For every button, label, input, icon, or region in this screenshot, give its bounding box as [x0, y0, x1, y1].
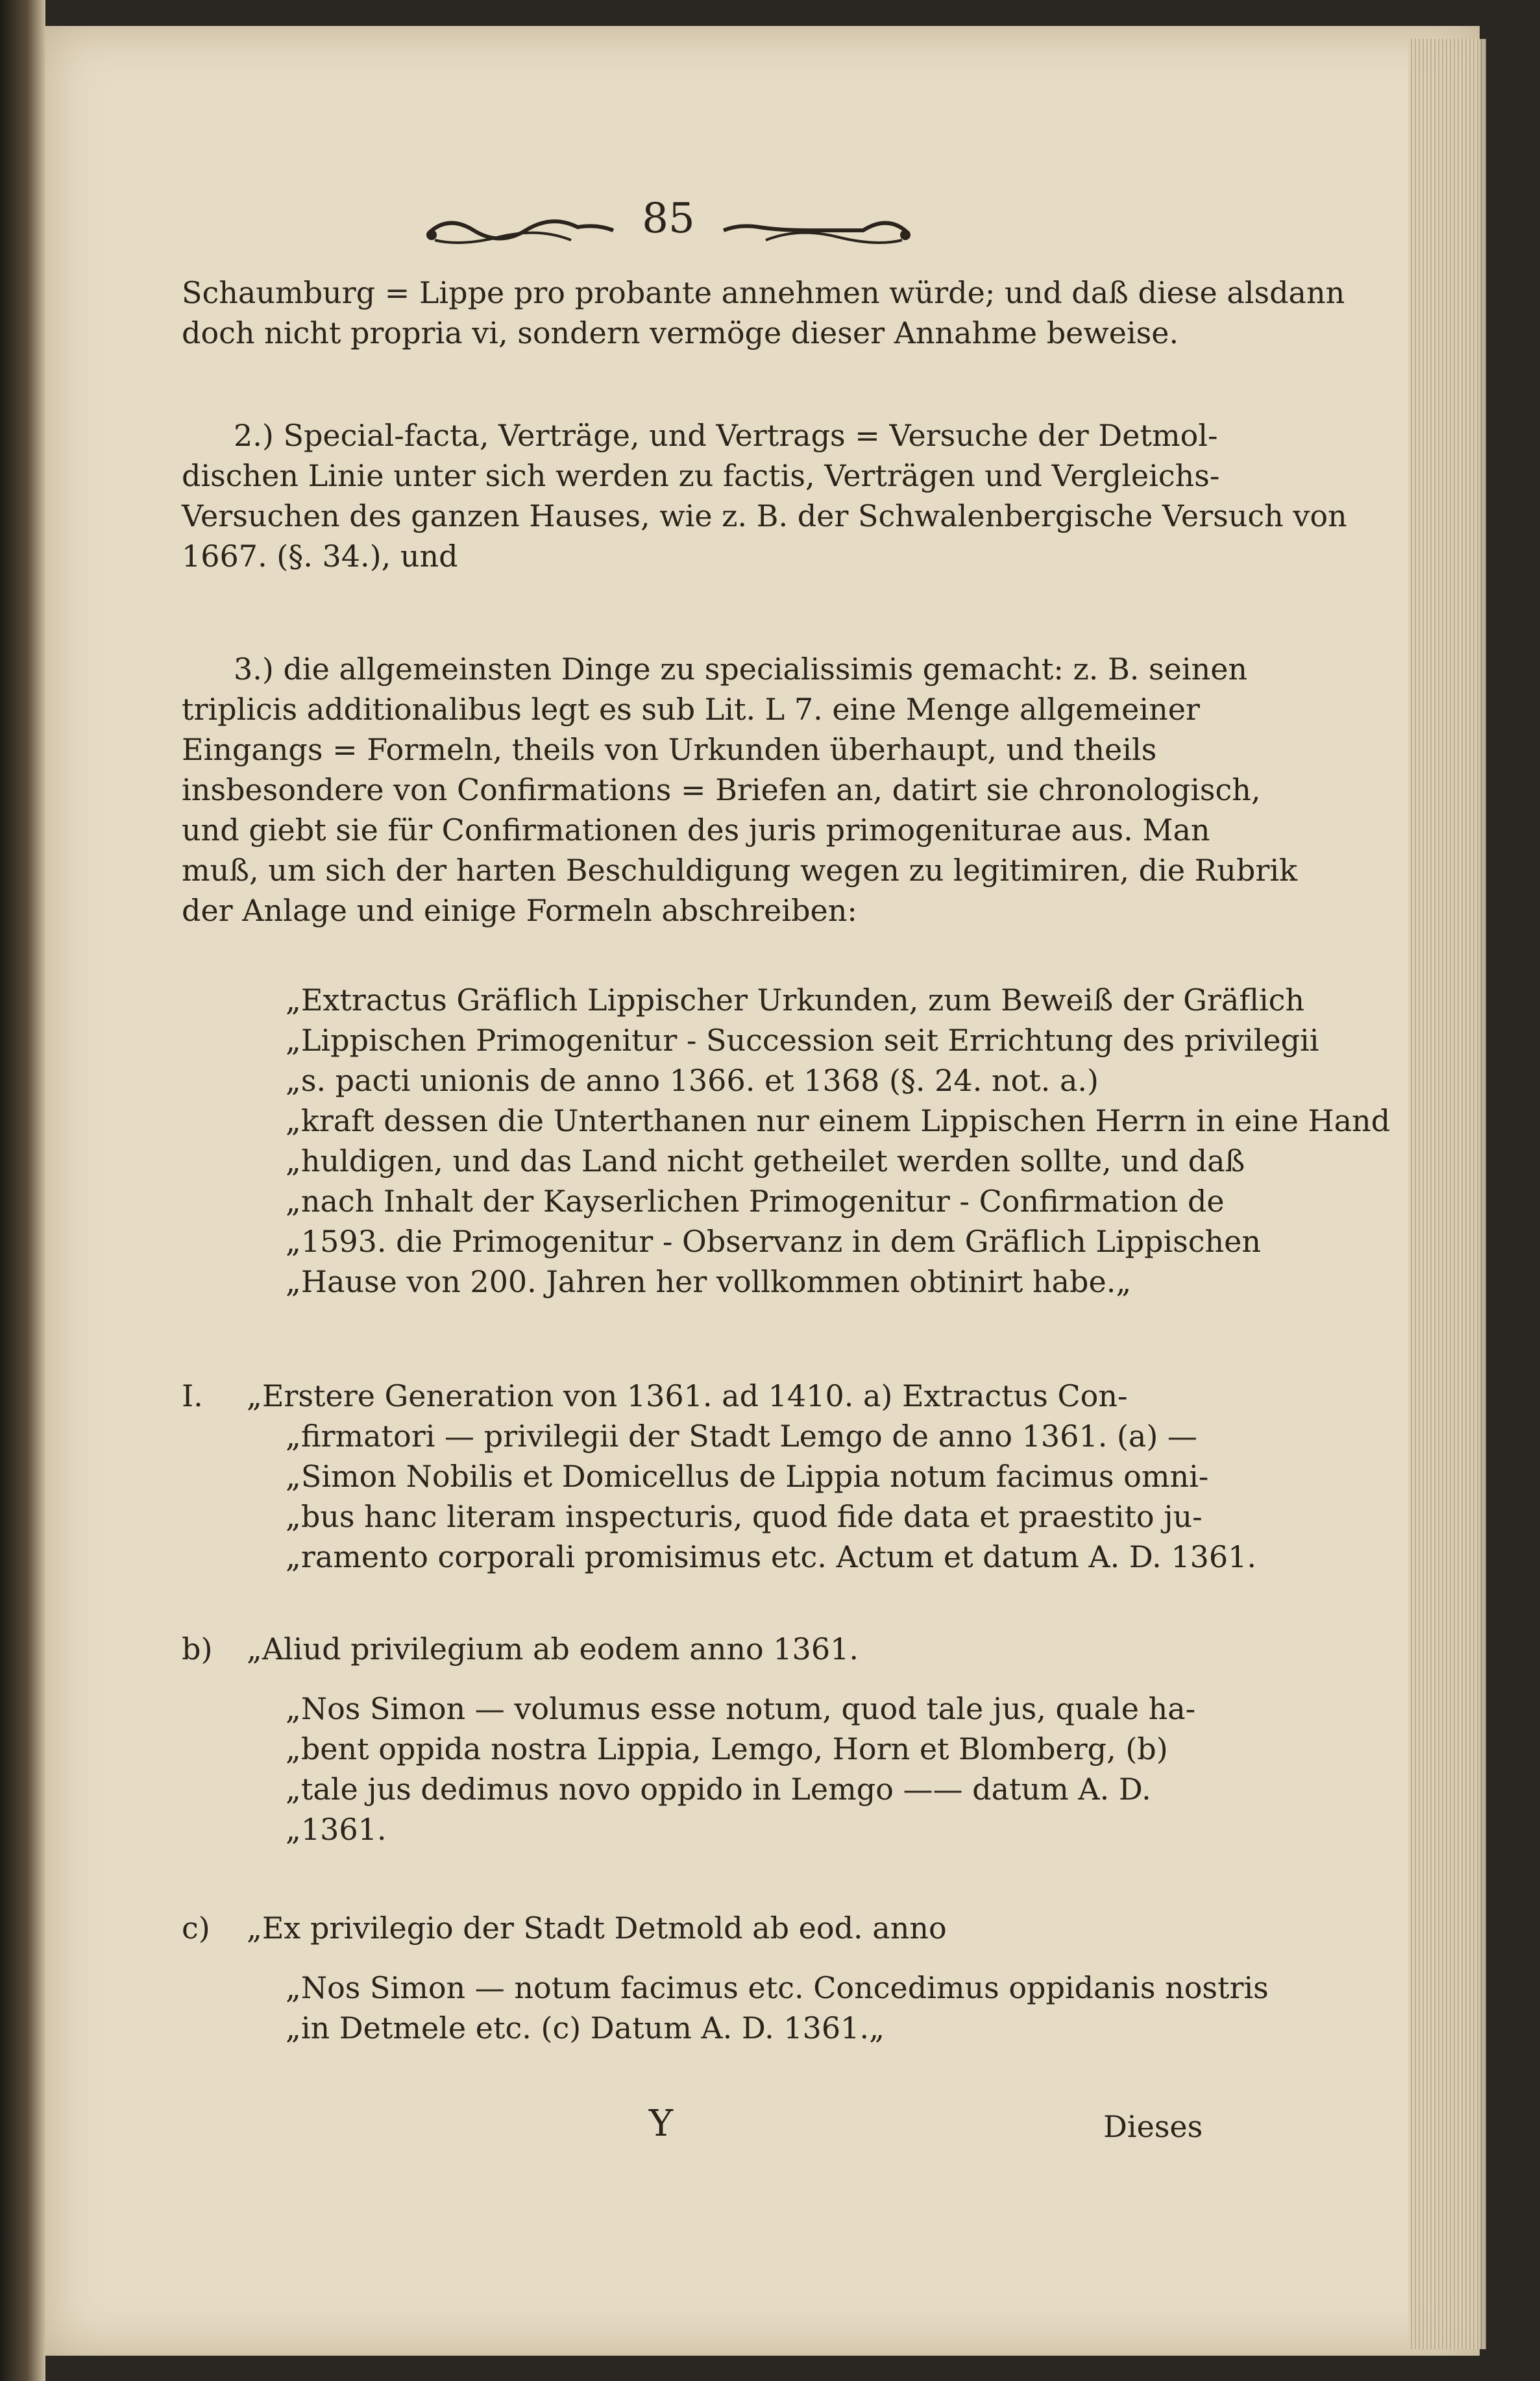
section-label: I.	[182, 1378, 203, 1413]
quote-line: „tale jus dedimus novo oppido in Lemgo —— datum A. D.	[286, 1772, 1151, 1807]
text-line: 3.) die allgemeinsten Dinge zu specialissimis gemacht: z. B. seinen	[234, 652, 1248, 687]
text-line: Eingangs = Formeln, theils von Urkunden überhaupt, und theils	[182, 732, 1157, 767]
quote-line: „ramento corporali promisimus etc. Actum et datum A. D. 1361.	[286, 1539, 1257, 1574]
quote-line: „huldigen, und das Land nicht getheilet werden sollte, und daß	[286, 1143, 1245, 1178]
quote-block-1	[182, 980, 1391, 1302]
section-c	[182, 1908, 1269, 2048]
signature-mark: Y	[649, 2103, 673, 2145]
quote-line: I. „Erstere Generation von 1361. ad 1410. a) Extractus Con-	[182, 1376, 1194, 1416]
section-i	[182, 1376, 1257, 1577]
text-line: Schaumburg = Lippe pro probante annehmen würde; und daß diese alsdann	[182, 275, 1345, 310]
page-edges	[1408, 39, 1486, 2349]
paragraph-1	[182, 273, 1345, 353]
quote-line: „bus hanc literam inspecturis, quod fide data et praestito ju-	[286, 1499, 1203, 1534]
quote-line: „bent oppida nostra Lippia, Lemgo, Horn et Blomberg, (b)	[286, 1731, 1168, 1766]
page-header	[422, 195, 915, 260]
section-label: c)	[182, 1911, 210, 1946]
text-line: insbesondere von Confirmations = Briefen an, datirt sie chronologisch,	[182, 772, 1261, 807]
text-line: triplicis additionalibus legt es sub Lit. L 7. eine Menge allgemeiner	[182, 692, 1200, 727]
quote-line: „s. pacti unionis de anno 1366. et 1368 (§. 24. not. a.)	[286, 1063, 1099, 1098]
quote-line: „Simon Nobilis et Domicellus de Lippia notum facimus omni-	[286, 1459, 1209, 1494]
right-ornament-icon	[720, 208, 915, 253]
quote-line: „1361.	[286, 1812, 387, 1847]
text-line: und giebt sie für Confirmationen des juris primogeniturae aus. Man	[182, 812, 1210, 848]
quote-line: „Extractus Gräflich Lippischer Urkunden, zum Beweiß der Gräflich	[286, 983, 1305, 1018]
section-heading: c) „Ex privilegio der Stadt Detmold ab eod. anno	[182, 1908, 1194, 1948]
quote-line: „1593. die Primogenitur - Observanz in dem Gräflich Lippischen	[286, 1224, 1262, 1259]
text-line: Versuchen des ganzen Hauses, wie z. B. der Schwalenbergische Versuch von	[182, 498, 1347, 533]
text-line: 2.) Special-facta, Verträge, und Vertrags = Versuche der Detmol-	[234, 418, 1218, 453]
page-number: 85	[642, 195, 695, 243]
quote-line: „Nos Simon — notum facimus etc. Concedimus oppidanis nostris	[286, 1970, 1269, 2005]
section-label: b)	[182, 1631, 213, 1667]
text-line: muß, um sich der harten Beschuldigung wegen zu legitimiren, die Rubrik	[182, 853, 1297, 888]
quote-line: „firmatori — privilegii der Stadt Lemgo de anno 1361. (a) —	[286, 1419, 1197, 1454]
quote-line: „Nos Simon — volumus esse notum, quod tale jus, quale ha-	[286, 1691, 1196, 1726]
quote-line: „Lippischen Primogenitur - Succession seit Errichtung des privilegii	[286, 1023, 1319, 1058]
section-b	[182, 1629, 1194, 1850]
text-line: dischen Linie unter sich werden zu factis, Verträgen und Vergleichs-	[182, 458, 1220, 493]
catchword: Dieses	[1103, 2109, 1203, 2144]
paragraph-2	[182, 415, 1347, 576]
quote-line: „in Detmele etc. (c) Datum A. D. 1361.„	[286, 2010, 885, 2045]
text-line: doch nicht propria vi, sondern vermöge dieser Annahme beweise.	[182, 315, 1179, 350]
text-line: der Anlage und einige Formeln abschreiben:	[182, 893, 857, 928]
text-line: 1667. (§. 34.), und	[182, 539, 458, 574]
section-heading: b) „Aliud privilegium ab eodem anno 1361.	[182, 1629, 1194, 1669]
paragraph-3	[182, 649, 1297, 931]
quote-line: „nach Inhalt der Kayserlichen Primogenitur - Confirmation de	[286, 1184, 1225, 1219]
book-spine-shadow	[0, 0, 45, 2381]
quote-line: „kraft dessen die Unterthanen nur einem Lippischen Herrn in eine Hand	[286, 1103, 1391, 1138]
quote-line: „Hause von 200. Jahren her vollkommen obtinirt habe.„	[286, 1264, 1132, 1299]
